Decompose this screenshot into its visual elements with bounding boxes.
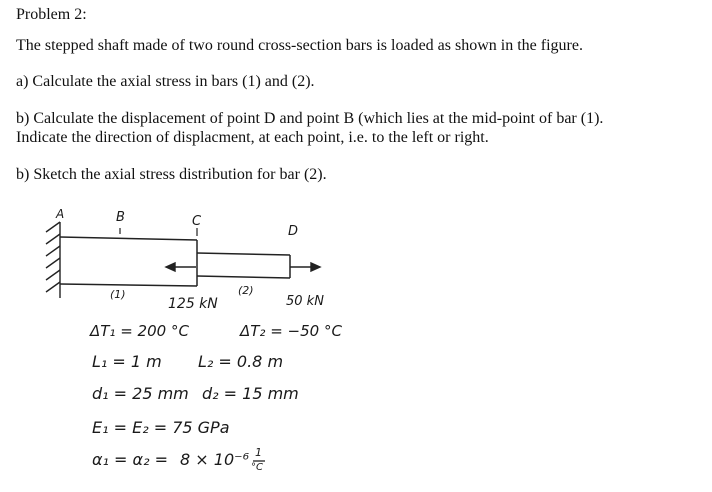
delta-t1: ΔT₁ = 200 °C: [90, 322, 189, 340]
fixed-wall: [46, 222, 60, 298]
load-arrow-c: [166, 263, 196, 271]
problem-title: Problem 2:: [16, 6, 87, 23]
part-c-text: b) Sketch the axial stress distribution for bar (2).: [16, 166, 327, 183]
alpha-value: 8 × 10⁻⁶: [180, 450, 249, 469]
label-b: B: [116, 210, 125, 225]
alpha-lhs: α₁ = α₂ =: [92, 450, 168, 469]
length-l1: L₁ = 1 m: [92, 352, 162, 371]
label-bar2: (2): [238, 284, 254, 297]
bar-2: [197, 253, 290, 278]
label-a: A: [56, 207, 65, 221]
diameter-d2: d₂ = 15 mm: [202, 384, 299, 403]
label-bar1: (1): [110, 288, 126, 301]
length-l2: L₂ = 0.8 m: [198, 352, 284, 371]
part-a-text: a) Calculate the axial stress in bars (1) and (2).: [16, 73, 315, 90]
bar-1: [60, 237, 197, 286]
alpha-unit-numerator: 1: [255, 446, 262, 459]
load-c-value: 125 kN: [168, 296, 218, 312]
diameter-d1: d₁ = 25 mm: [92, 384, 189, 403]
delta-t2: ΔT₂ = −50 °C: [240, 322, 342, 340]
modulus-e: E₁ = E₂ = 75 GPa: [92, 418, 230, 437]
label-d: D: [288, 224, 299, 239]
label-c: C: [192, 214, 202, 229]
load-d-value: 50 kN: [286, 294, 324, 309]
problem-intro: The stepped shaft made of two round cross-section bars is loaded as shown in the figure.: [16, 37, 583, 54]
alpha-unit-denominator: °C: [251, 462, 263, 473]
part-b-line1: b) Calculate the displacement of point D and point B (which lies at the mid-point of bar (1).: [16, 110, 604, 127]
part-b-line2: Indicate the direction of displacment, at each point, i.e. to the left or right.: [16, 129, 489, 146]
load-arrow-d: [290, 263, 320, 271]
